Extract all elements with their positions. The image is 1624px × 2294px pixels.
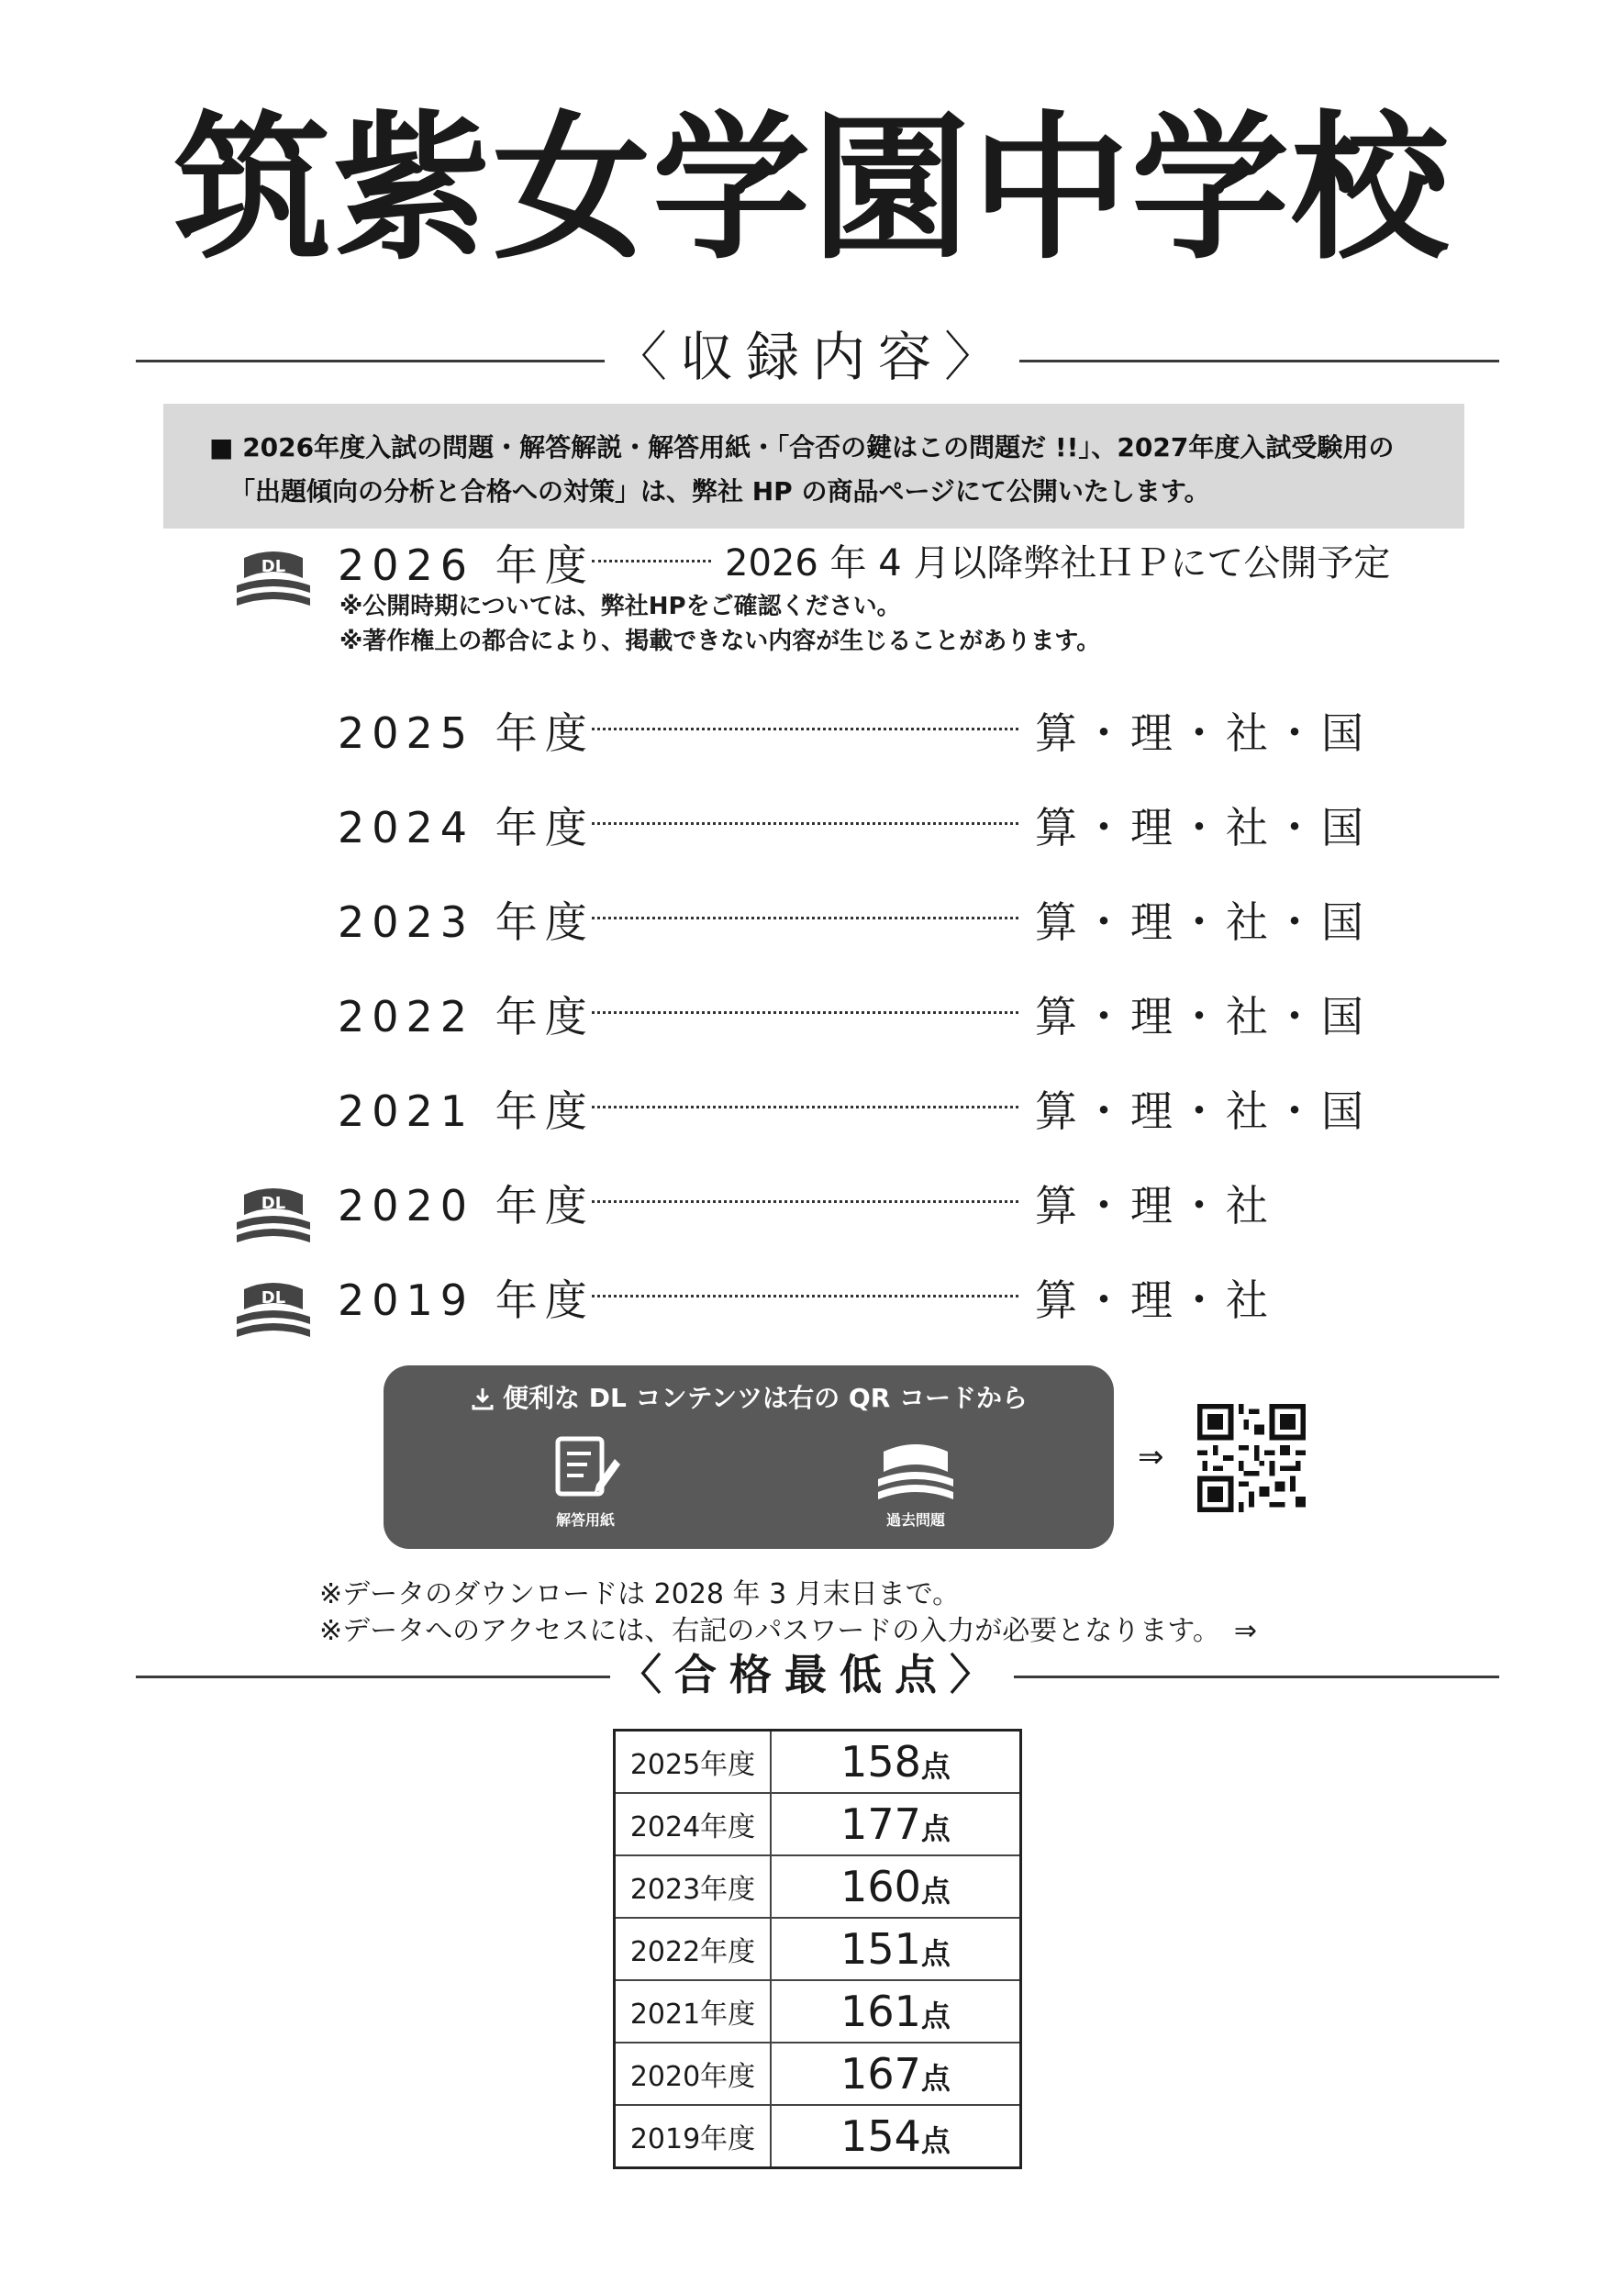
score-unit: 点 bbox=[920, 2061, 951, 2096]
score-value: 160 bbox=[840, 1862, 921, 1911]
leader-dots bbox=[592, 822, 1018, 825]
leader-dots bbox=[592, 1200, 1018, 1203]
score-unit: 点 bbox=[920, 1936, 951, 1971]
score-unit: 点 bbox=[920, 1999, 951, 2033]
score-year: 2019年度 bbox=[615, 2105, 772, 2168]
past-exam-caption: 過去問題 bbox=[885, 1511, 945, 1529]
score-value-cell bbox=[771, 1918, 1021, 1980]
notice-box bbox=[163, 404, 1464, 529]
year-label-2022: 2022 年度 bbox=[338, 992, 595, 1041]
subjects-2022: 算・理・社・国 bbox=[1035, 992, 1369, 1041]
leader-dots bbox=[592, 728, 1018, 730]
publication-schedule: 2026 年 4 月以降弊社ＨＰにて公開予定 bbox=[725, 542, 1391, 585]
leader-dots bbox=[592, 560, 711, 562]
dl-box-title bbox=[384, 1378, 1114, 1415]
download-deadline-note: ※データのダウンロードは 2028 年 3 月末日まで。 bbox=[319, 1578, 961, 1610]
answer-sheet-caption: 解答用紙 bbox=[555, 1511, 615, 1529]
leader-dots bbox=[592, 1011, 1018, 1014]
dl-download-icon bbox=[231, 541, 316, 618]
notice-line-1: ■ 2026年度入試の問題・解答解説・解答用紙・「合否の鍵はこの問題だ !!」、2027年度入試受験用の bbox=[209, 432, 1395, 462]
min-score-heading bbox=[0, 1650, 1624, 1699]
score-value: 161 bbox=[840, 1987, 921, 2036]
year-label-2024: 2024 年度 bbox=[338, 803, 595, 852]
table-row bbox=[615, 1855, 1021, 1918]
row-2022 bbox=[0, 984, 1624, 1057]
download-icon bbox=[470, 1386, 495, 1412]
table-row bbox=[615, 1980, 1021, 2043]
score-year: 2024年度 bbox=[615, 1793, 772, 1855]
min-score-table bbox=[613, 1729, 1022, 2169]
score-value: 167 bbox=[840, 2049, 921, 2099]
year-label-2025: 2025 年度 bbox=[338, 708, 595, 758]
year-label-2026: 2026 年度 bbox=[338, 540, 595, 590]
leader-dots bbox=[592, 1106, 1018, 1108]
row-2021 bbox=[0, 1078, 1624, 1152]
notice-line-2: 「出題傾向の分析と合格への対策」は、弊社 HP の商品ページにて公開いたします。 bbox=[229, 476, 1210, 507]
dl-text: DL bbox=[261, 557, 286, 576]
dl-text: DL bbox=[261, 1288, 286, 1308]
row-2023 bbox=[0, 889, 1624, 963]
score-value: 158 bbox=[840, 1737, 921, 1787]
score-value-cell bbox=[771, 2043, 1021, 2105]
dl-text: DL bbox=[261, 1194, 286, 1213]
min-score-heading-text: 〈合格最低点〉 bbox=[610, 1650, 1014, 1699]
subjects-2025: 算・理・社・国 bbox=[1035, 708, 1369, 758]
year-label-2021: 2021 年度 bbox=[338, 1086, 595, 1136]
score-year: 2025年度 bbox=[615, 1731, 772, 1794]
score-unit: 点 bbox=[920, 1811, 951, 1846]
year-label-2019: 2019 年度 bbox=[338, 1275, 595, 1325]
qr-code-icon[interactable] bbox=[1197, 1404, 1306, 1512]
score-value: 177 bbox=[840, 1799, 921, 1849]
dl-contents-box bbox=[384, 1365, 1114, 1549]
password-note: ※データへのアクセスには、右記のパスワードの入力が必要となります。 ⇒ bbox=[319, 1615, 1257, 1647]
row-2019 bbox=[0, 1267, 1624, 1341]
contents-heading bbox=[0, 326, 1624, 388]
score-value-cell bbox=[771, 1855, 1021, 1918]
score-year: 2021年度 bbox=[615, 1980, 772, 2043]
row-2025 bbox=[0, 700, 1624, 774]
dl-download-icon bbox=[231, 1273, 316, 1350]
table-row bbox=[615, 2105, 1021, 2168]
score-year: 2023年度 bbox=[615, 1855, 772, 1918]
row-2024 bbox=[0, 795, 1624, 868]
subjects-2019: 算・理・社 bbox=[1035, 1275, 1274, 1325]
past-exam-icon bbox=[874, 1431, 957, 1505]
note-2026-2: ※著作権上の都合により、掲載できない内容が生じることがあります。 bbox=[339, 628, 1101, 655]
score-year: 2022年度 bbox=[615, 1918, 772, 1980]
school-title: 筑紫女学園中学校 bbox=[173, 96, 1451, 281]
row-2020 bbox=[0, 1173, 1624, 1246]
score-unit: 点 bbox=[920, 2123, 951, 2158]
score-year: 2020年度 bbox=[615, 2043, 772, 2105]
table-row bbox=[615, 1793, 1021, 1855]
year-label-2023: 2023 年度 bbox=[338, 897, 595, 947]
table-row bbox=[615, 2043, 1021, 2105]
subjects-2021: 算・理・社・国 bbox=[1035, 1086, 1369, 1136]
score-value-cell bbox=[771, 1793, 1021, 1855]
score-value-cell bbox=[771, 2105, 1021, 2168]
subjects-2023: 算・理・社・国 bbox=[1035, 897, 1369, 947]
leader-dots bbox=[592, 917, 1018, 919]
score-value-cell bbox=[771, 1980, 1021, 2043]
score-value-cell bbox=[771, 1731, 1021, 1794]
year-label-2020: 2020 年度 bbox=[338, 1181, 595, 1231]
score-unit: 点 bbox=[920, 1874, 951, 1909]
score-unit: 点 bbox=[920, 1749, 951, 1784]
table-row bbox=[615, 1918, 1021, 1980]
contents-heading-text: 〈収録内容〉 bbox=[605, 326, 1019, 388]
dl-box-title-text: 便利な DL コンテンツは右の QR コードから bbox=[502, 1383, 1029, 1413]
score-value: 151 bbox=[840, 1924, 921, 1974]
subjects-2024: 算・理・社・国 bbox=[1035, 803, 1369, 852]
score-value: 154 bbox=[840, 2111, 921, 2161]
dl-download-icon bbox=[231, 1178, 316, 1255]
answer-sheet-icon bbox=[549, 1431, 622, 1505]
leader-dots bbox=[592, 1295, 1018, 1297]
table-row bbox=[615, 1731, 1021, 1794]
subjects-2020: 算・理・社 bbox=[1035, 1181, 1274, 1231]
arrow-to-qr: ⇒ bbox=[1138, 1439, 1164, 1476]
note-2026-1: ※公開時期については、弊社HPをご確認ください。 bbox=[339, 593, 901, 620]
